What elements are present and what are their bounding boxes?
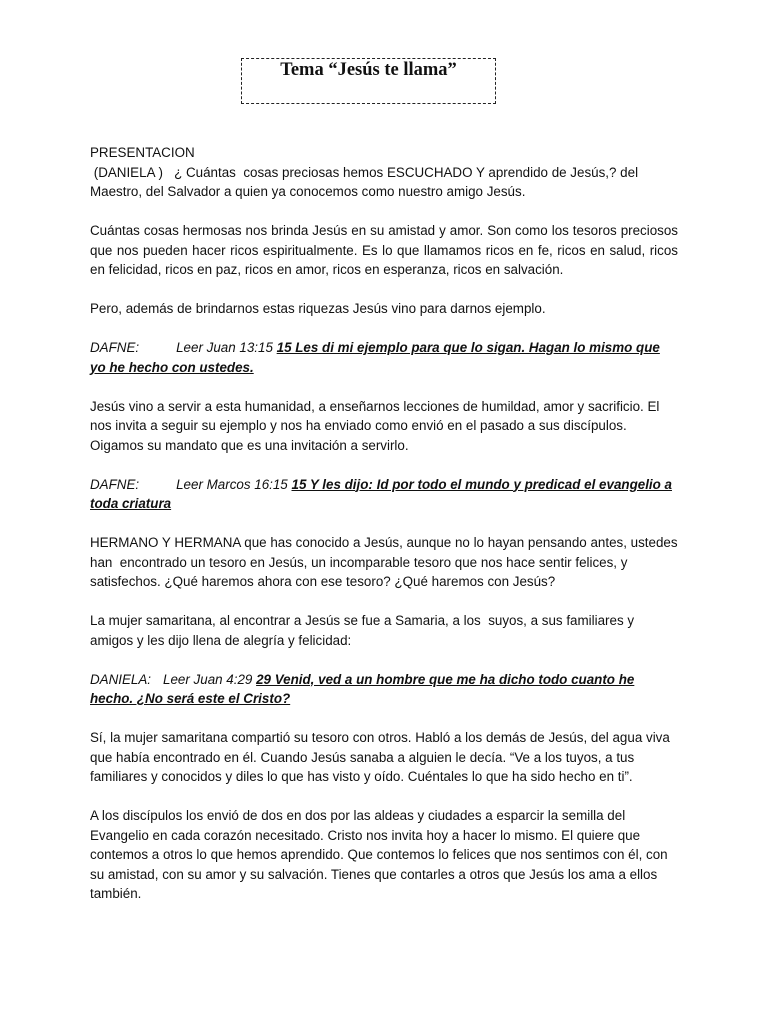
verse-text: 15 Y les dijo: Id por todo el mundo y predicad el evangelio a toda criatura [90,476,672,511]
reading-line [90,670,678,709]
paragraph: A los discípulos los envió de dos en dos por las aldeas y ciudades a esparcir la semilla del Evangelio en cada corazón necesitado. Cristo nos invita hoy a hacer lo mismo. El quiere que contemos a otros lo que hemos aprendido. Que contemos lo felices que nos sentimos con él, con su amistad, con su amor y su salvación. Tienes que contarles a otros que Jesús los ama a ellos también. [90,808,668,901]
document-body [90,143,682,904]
paragraph: La mujer samaritana, al encontrar a Jesús se fue a Samaria, a los suyos, a sus familiares y amigos y les dijo llena de alegría y felicidad: [90,613,638,648]
paragraph: HERMANO Y HERMANA que has conocido a Jesús, aunque no lo hayan pensando antes, ustedes han encontrado un tesoro en Jesús, un incomparable tesoro que nos hace sentir felices, y satisfechos. ¿Qué haremos ahora con ese tesoro? ¿Qué haremos con Jesús? [90,535,682,589]
speaker-label: DAFNE: [90,340,140,355]
paragraph: Cuántas cosas hermosas nos brinda Jesús en su amistad y amor. Son como los tesoros preciosos que nos pueden hacer ricos espiritualmente. Es lo que llamamos ricos en fe, ricos en salud, ricos en felicidad, ricos en paz, ricos en amor, ricos en esperanza, ricos en salvación. [90,223,678,277]
paragraph: Jesús vino a servir a esta humanidad, a enseñarnos lecciones de humildad, amor y sacrificio. El nos invita a seguir su ejemplo y nos ha enviado como envió en el pasado a sus discípulos. Oigamos su mandato que es una invitación a servirlo. [90,398,660,453]
reading-reference: Leer Juan 4:29 [163,671,253,687]
reading-reference: Leer Marcos 16:15 [176,476,288,492]
title-box [241,58,496,104]
reading-line [90,475,678,514]
section-heading: PRESENTACION [90,145,195,160]
verse-text: 15 Les di mi ejemplo para que lo sigan. Hagan lo mismo que yo he hecho con ustedes. [90,340,660,375]
verse-text: 29 Venid, ved a un hombre que me ha dicho todo cuanto he hecho. ¿No será este el Cristo? [90,671,635,706]
paragraph: (DANIELA ) ¿ Cuántas cosas preciosas hemos ESCUCHADO Y aprendido de Jesús,? del Maestro, del Salvador a quien ya conocemos como nuestro amigo Jesús. [90,164,642,199]
document-title: Tema “Jesús te llama” [280,60,457,80]
paragraph: Pero, además de brindarnos estas riquezas Jesús vino para darnos ejemplo. [90,301,546,316]
reading-line [90,338,678,377]
paragraph: Sí, la mujer samaritana compartió su tesoro con otros. Habló a los demás de Jesús, del agua viva que había encontrado en él. Cuando Jesús sanaba a alguien le decía. “Ve a los tuyos, a tus familiares y conocidos y diles lo que has visto y oído. Cuéntales lo que ha sido hecho en ti”. [90,730,670,784]
reading-reference: Leer Juan 13:15 [176,340,273,355]
speaker-label: DANIELA: [90,671,152,687]
speaker-label: DAFNE: [90,476,140,492]
